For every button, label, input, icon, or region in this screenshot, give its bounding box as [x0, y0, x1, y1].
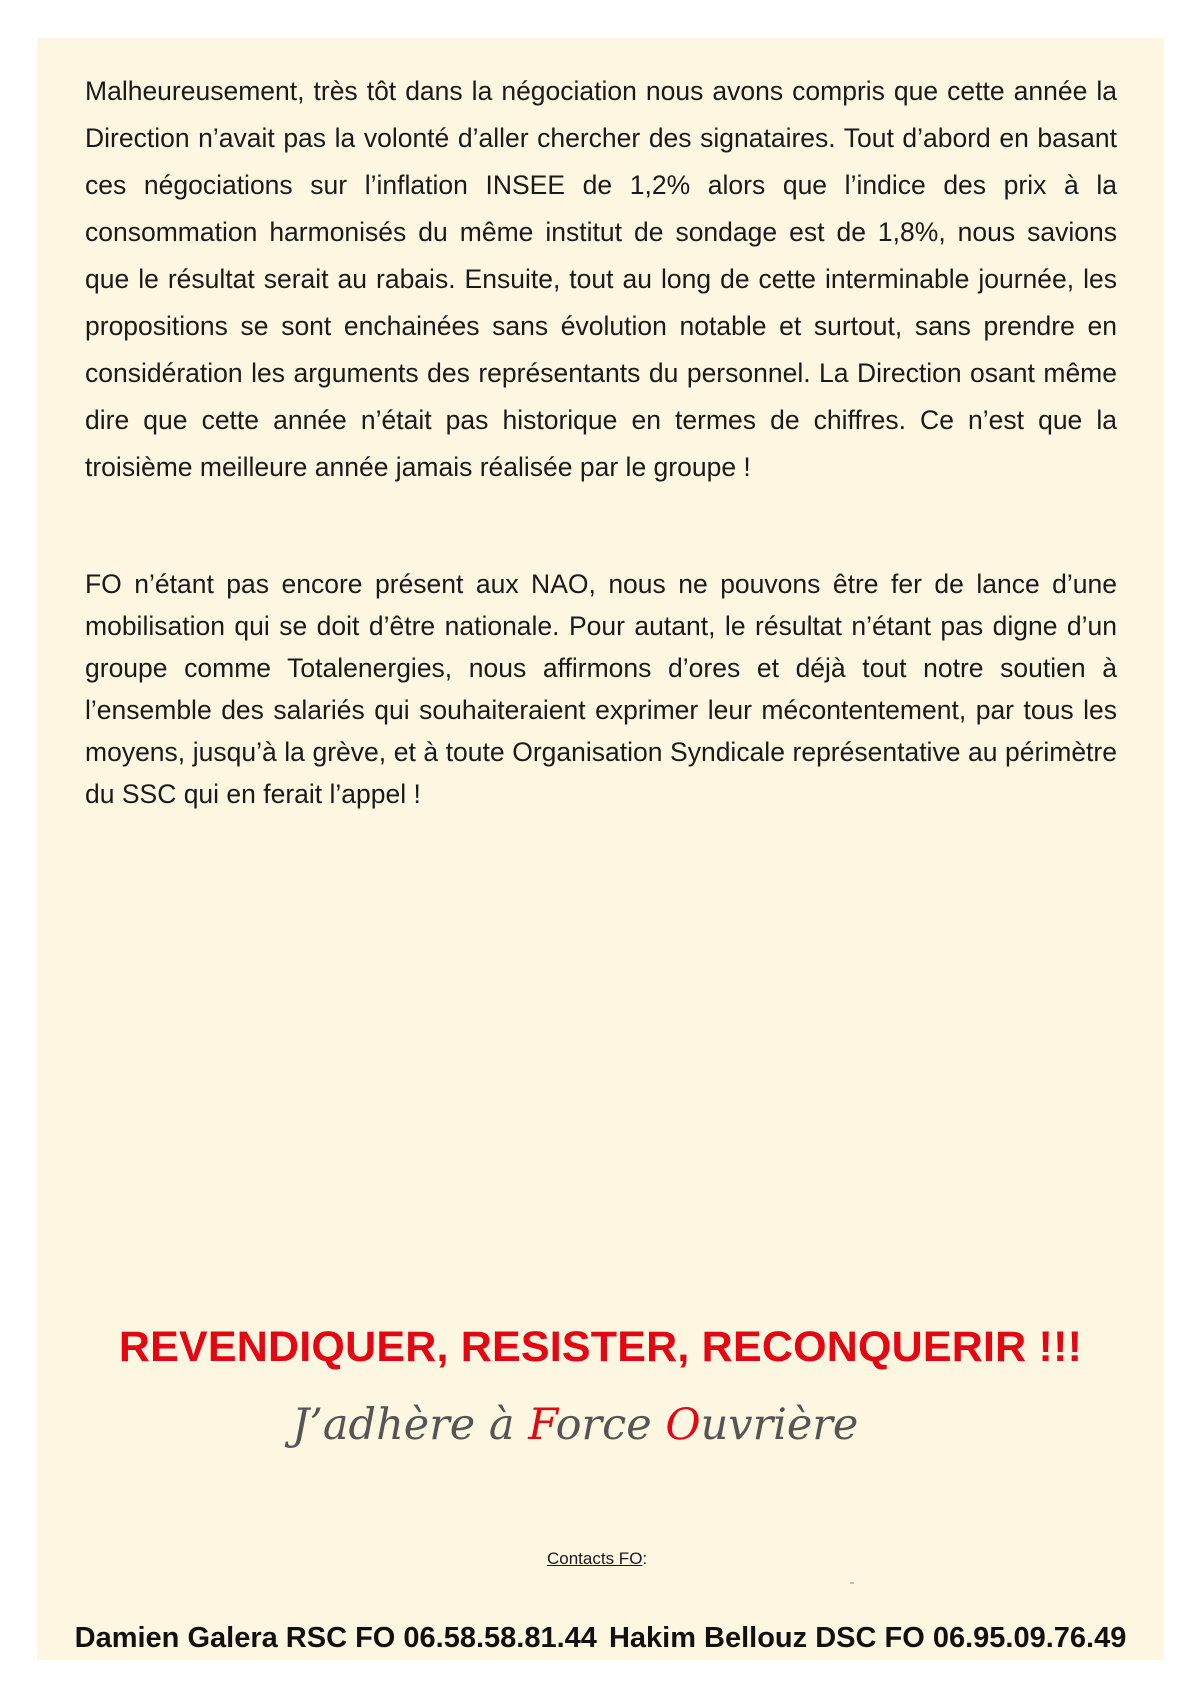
body-paragraph-2: FO n’étant pas encore présent aux NAO, nous ne pouvons être fer de lance d’une mobilisation qui se doit d’être nationale. Pour autant, le résultat n’étant pas digne d’un groupe comme Totalenergies, nous affirmons d’ores et déjà tout notre soutien à l’ensemble des salariés qui souhaiteraient exprimer leur mécontentement, par tous les moyens, jusqu’à la grève, et à toute Organisation Syndicale représentative au périmètre du SSC qui en ferait l’appel !	[85, 569, 1117, 809]
body-paragraph-1: Malheureusement, très tôt dans la négociation nous avons compris que cette année la Direction n’avait pas la volonté d’aller chercher des signataires. Tout d’abord en basant ces négociations sur l’inflation INSEE de 1,2% alors que l’indice des prix à la consommation harmonisés du même institut de sondage est de 1,8%, nous savions que le résultat serait au rabais. Ensuite, tout au long de cette interminable journée, les propositions se sont enchainées sans évolution notable et surtout, sans prendre en considération les arguments des représentants du personnel. La Direction osant même dire que cette année n’était pas historique en termes de chiffres. Ce n’est que la troisième meilleure année jamais réalisée par le groupe !	[85, 76, 1117, 482]
tagline-letter-o: O	[665, 1400, 701, 1450]
tagline-letter-f: F	[528, 1400, 556, 1450]
contact-damien-galera: Damien Galera RSC FO 06.58.58.81.44	[74, 1622, 597, 1654]
tagline-part-2: orce	[555, 1400, 666, 1450]
contacts-line	[37, 1622, 1164, 1655]
contact-hakim-bellouz: Hakim Bellouz DSC FO 06.95.09.76.49	[608, 1622, 1127, 1654]
slogan-headline: REVENDIQUER, RESISTER, RECONQUERIR !!!	[118, 1323, 1083, 1371]
contacts-heading-label: Contacts FO	[547, 1549, 643, 1568]
tagline	[292, 1400, 858, 1450]
tagline-part-1: J’adhère à	[292, 1400, 529, 1450]
stray-mark	[850, 1582, 854, 1584]
tagline-part-3: uvrière	[700, 1400, 859, 1450]
contacts-heading-colon: :	[642, 1549, 648, 1568]
flyer-page	[37, 38, 1164, 1660]
contacts-heading	[547, 1549, 647, 1569]
